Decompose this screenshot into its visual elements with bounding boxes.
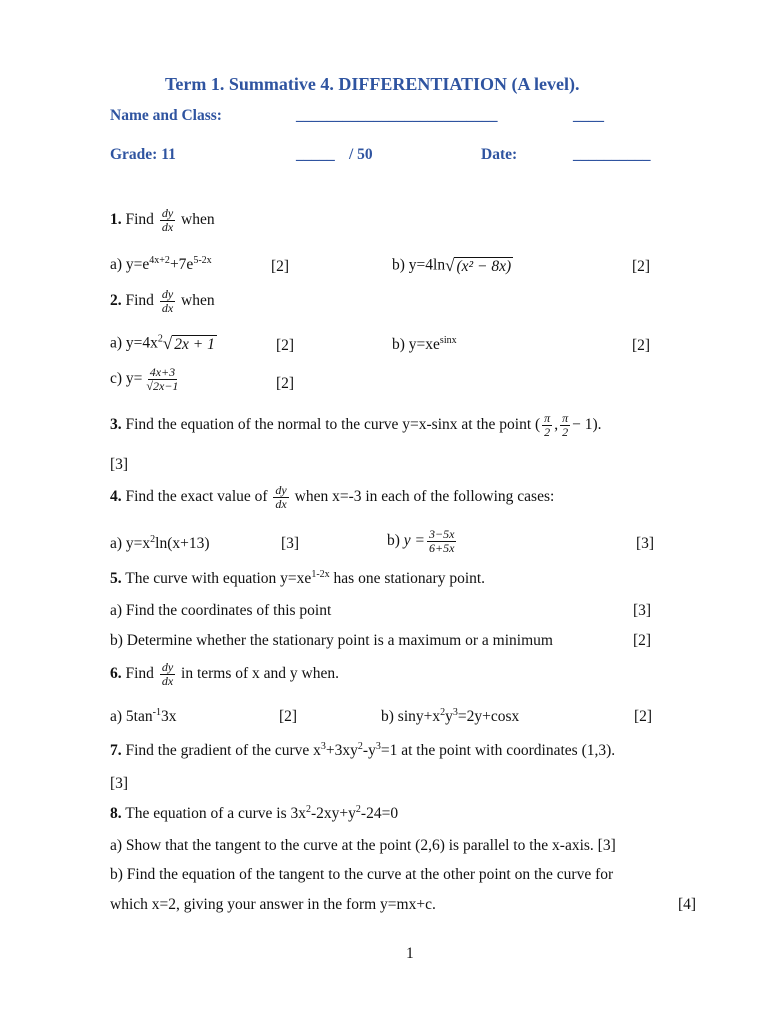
marks-5a: [3] [633, 602, 652, 619]
question-1 [110, 207, 215, 234]
marks-2b: [2] [632, 337, 651, 354]
question-4: 4. Find the exact value of $\frac{dy}{dx}$ when x=-3 in each of the following cases: [110, 483, 555, 511]
marks-2c: [2] [276, 375, 295, 392]
marks-1b: [2] [632, 258, 651, 275]
question-4b: b) y = $\frac{3-5x}{6+5x}$ [387, 527, 455, 555]
marks-3: [3] [110, 456, 129, 473]
marks-1a: [2] [271, 258, 290, 275]
marks-7: [3] [110, 775, 129, 792]
question-5a: a) Find the coordinates of this point [110, 602, 332, 619]
date-label: Date: [481, 146, 518, 163]
question-number: 7. [110, 742, 122, 759]
dy-dx-fraction: $\frac{dy}{dx}$ [161, 206, 174, 234]
when-text: when [181, 211, 215, 229]
score-total: / 50 [349, 146, 373, 163]
marks-2a: [2] [276, 337, 295, 354]
question-number: 3. [110, 416, 122, 434]
page-title: Term 1. Summative 4. DIFFERENTIATION (A level). [165, 74, 580, 94]
marks-4a: [3] [281, 535, 300, 552]
question-8b-cont: which x=2, giving your answer in the form y=mx+c. [110, 896, 436, 913]
question-4a: a) $y=x^2\ln(x+13)$ [110, 534, 210, 552]
question-number: 4. [110, 488, 122, 506]
class-line: ____ [573, 107, 604, 124]
question-number: 2. [110, 292, 122, 310]
question-2b: b) $y=xe^{sinx}$ [392, 335, 457, 353]
marks-4b: [3] [636, 535, 655, 552]
name-class-label: Name and Class: [110, 107, 222, 124]
question-1a: a) $y=e^{4x+2}+7e^{5-2x}$ [110, 255, 212, 273]
question-8a: a) Show that the tangent to the curve at the point (2,6) is parallel to the x-axis. [3] [110, 837, 616, 854]
question-number: 1. [110, 211, 122, 229]
question-2: 2. Find $\frac{dy}{dx}$ when [110, 287, 215, 315]
question-6a: a) $5\tan^{-1}3x$ [110, 707, 177, 725]
date-line: __________ [573, 146, 651, 163]
score-blank: _____ [296, 146, 335, 163]
question-2c: c) y= $\frac{4x+3}{√2x-1}$ [110, 365, 179, 393]
question-number: 8. [110, 805, 122, 822]
question-6b: b) $\sin y+x^2y^3=2y+\cos x$ [381, 707, 520, 725]
question-number: 5. [110, 570, 122, 587]
question-number: 6. [110, 665, 122, 683]
question-6: 6. Find $\frac{dy}{dx}$ in terms of x and y when. [110, 660, 339, 688]
question-1b: b) y=4ln√ (x² − 8x) [392, 256, 512, 275]
question-5: 5. The curve with equation $y=xe^{1-2x}$ has one stationary point. [110, 569, 486, 587]
dy-dx-fraction: $\frac{dy}{dx}$ [161, 287, 174, 315]
question-8b: b) Find the equation of the tangent to the curve at the other point on the curve for [110, 866, 614, 883]
question-3: 3. Find the equation of the normal to the curve y=x-sinx at the point ( $\frac{\pi}{2}$ , $\frac{\pi}{2}$ − 1). [110, 411, 602, 439]
marks-8b: [4] [678, 896, 697, 913]
name-class-line: __________________________ [296, 107, 498, 124]
question-2a: a) $y=4x^2√$ 2x + 1 [110, 333, 215, 353]
marks-6b: [2] [634, 708, 653, 725]
marks-6a: [2] [279, 708, 298, 725]
find-text: Find [125, 211, 154, 229]
page-number: 1 [406, 945, 414, 962]
question-8: 8. The equation of a curve is $3x^2-2xy+y^2-24=0$ [110, 804, 399, 822]
question-5b: b) Determine whether the stationary point is a maximum or a minimum [110, 632, 553, 649]
marks-5b: [2] [633, 632, 652, 649]
grade-label: Grade: 11 [110, 146, 176, 163]
question-7: 7. Find the gradient of the curve $x^3+3xy^2-y^3=1$ at the point with coordinates (1,3). [110, 741, 616, 759]
